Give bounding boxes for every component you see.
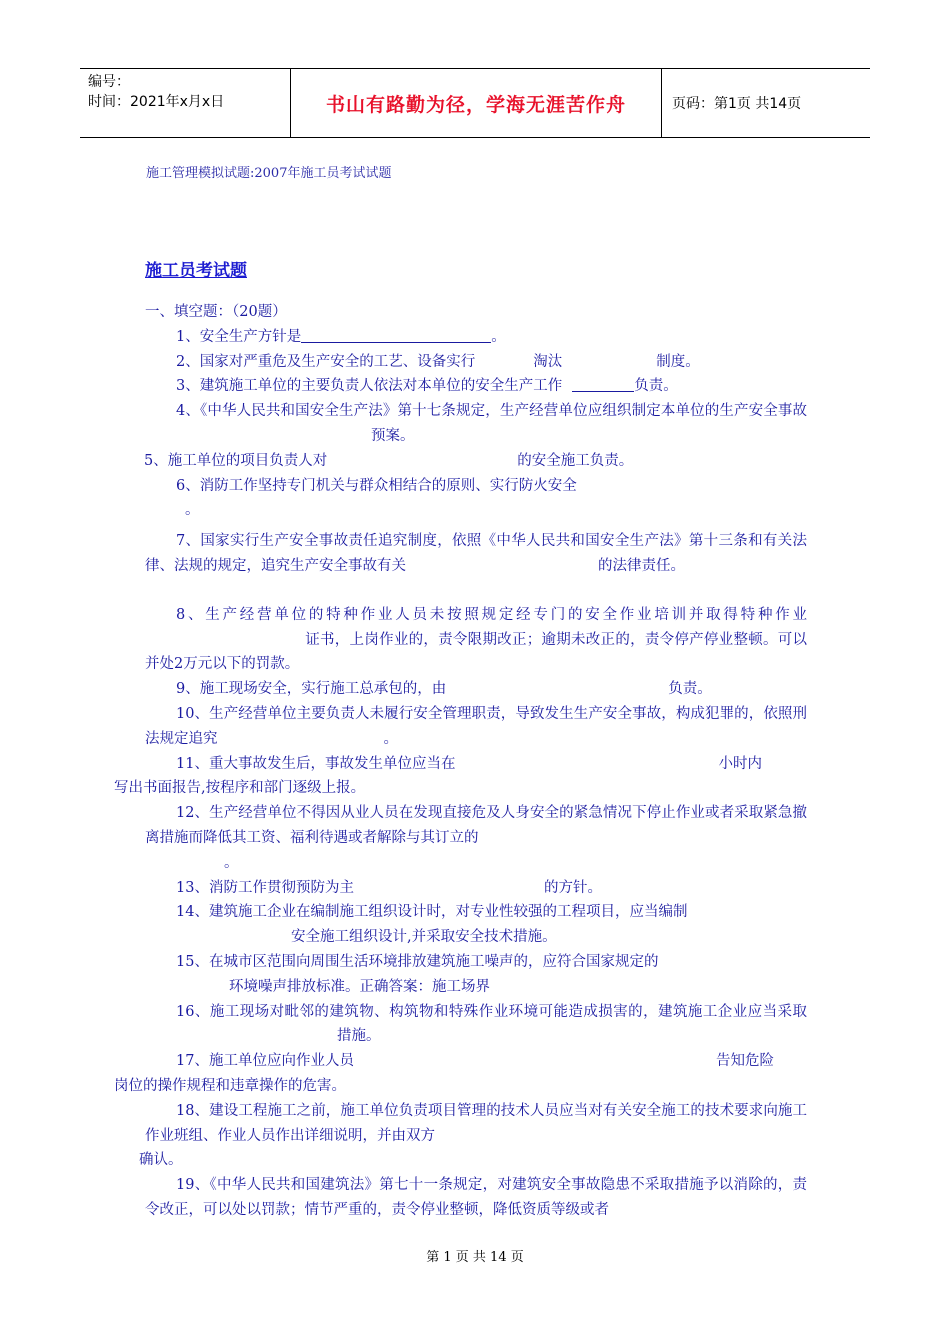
question-11 xyxy=(114,752,807,802)
q8-text: 8、生产经营单位的特种作业人员未按照规定经专门的安全作业培训并取得特种作业 xyxy=(176,606,807,623)
q18-end: 确认。 xyxy=(139,1152,183,1169)
q4-text: 4、《中华人民共和国安全生产法》第十七条规定，生产经营单位应组织制定本单位的生产安全事故 xyxy=(176,403,807,420)
q9-text: 9、施工现场安全，实行施工总承包的，由 xyxy=(176,681,447,698)
q16-text: 16、施工现场对毗邻的建筑物、构筑物和特殊作业环境可能造成损害的，建筑施工企业应当采取 xyxy=(176,1003,807,1020)
page-header xyxy=(80,68,870,138)
question-5 xyxy=(144,449,807,474)
q5-text: 5、施工单位的项目负责人对 xyxy=(144,452,328,469)
q15-end: 环境噪声排放标准。正确答案：施工场界 xyxy=(229,978,490,995)
question-6 xyxy=(145,474,807,524)
q2-end: 制度。 xyxy=(656,353,700,370)
question-2 xyxy=(145,350,807,375)
document-title: 施工员考试题 xyxy=(145,261,247,281)
q12-text: 12、生产经营单位不得因从业人员在发现直接危及人身安全的紧急情况下停止作业或者采取紧急撤离措施而降低其工资、福利待遇或者解除与其订立的 xyxy=(145,805,807,846)
q14-end: 安全施工组织设计,并采取安全技术措施。 xyxy=(291,929,557,946)
q1-end: 。 xyxy=(491,328,506,345)
section-heading: 一、填空题：（20题） xyxy=(145,304,287,320)
q2-text: 2、国家对严重危及生产安全的工艺、设备实行 xyxy=(176,353,476,370)
q14-text: 14、建筑施工企业在编制施工组织设计时，对专业性较强的工程项目，应当编制 xyxy=(176,904,688,921)
q13-end: 的方针。 xyxy=(543,879,602,896)
question-10 xyxy=(145,702,807,752)
question-14 xyxy=(145,900,807,950)
question-17 xyxy=(114,1049,807,1099)
exam-content xyxy=(114,300,807,1223)
header-page-info: 页码：第1页 共14页 xyxy=(672,96,802,112)
q11-hours: 小时内 xyxy=(718,755,762,772)
q16-end: 措施。 xyxy=(337,1028,381,1045)
q15-text: 15、在城市区范围向周围生活环境排放建筑施工噪声的，应符合国家规定的 xyxy=(176,953,659,970)
question-13 xyxy=(145,876,807,901)
question-19 xyxy=(145,1173,807,1223)
code-label: 编号： xyxy=(88,74,130,90)
question-4 xyxy=(145,399,807,449)
question-7 xyxy=(145,529,807,579)
q11-end: 写出书面报告,按程序和部门逐级上报。 xyxy=(114,780,366,797)
q19-text: 19、《中华人民共和国建筑法》第七十一条规定，对建筑安全事故隐患不采取措施予以消除的，责令改正，可以处以罚款；情节严重的，责令停业整顿，降低资质等级或者 xyxy=(145,1177,807,1218)
q3-end: 负责。 xyxy=(634,378,678,395)
question-8 xyxy=(145,603,807,677)
q17-warn: 告知危险 xyxy=(715,1053,774,1070)
q6-end: 。 xyxy=(185,502,200,519)
q12-end: 。 xyxy=(224,854,239,871)
date-label: 时间：2021年x月x日 xyxy=(88,94,225,110)
header-left xyxy=(80,69,290,137)
question-1 xyxy=(145,325,807,350)
page-footer: 第 1 页 共 14 页 xyxy=(426,1250,524,1265)
question-12 xyxy=(145,801,807,875)
q5-end: 的安全施工负责。 xyxy=(517,452,634,469)
q2-answer: 淘汰 xyxy=(533,353,563,370)
q13-text: 13、消防工作贯彻预防为主 xyxy=(176,879,354,896)
q3-text: 3、建筑施工单位的主要负责人依法对本单位的安全生产工作 xyxy=(176,378,563,395)
q10-text: 10、生产经营单位主要负责人未履行安全管理职责，导致发生生产安全事故，构成犯罪的，依照刑法规定追究 xyxy=(145,705,807,747)
q1-text: 1、安全生产方针是 xyxy=(176,328,302,345)
q7-end: 的法律责任。 xyxy=(598,557,685,574)
q4-end: 预案。 xyxy=(371,427,415,444)
q8-end: 证书，上岗作业的，责令限期改正；逾期未改正的，责令停产停业整顿。可以并处2万元以下的罚款。 xyxy=(145,631,807,673)
q10-end: 。 xyxy=(383,730,398,747)
q1-blank xyxy=(301,326,491,343)
q6-text: 6、消防工作坚持专门机关与群众相结合的原则、实行防火安全 xyxy=(176,477,577,494)
header-motto: 书山有路勤为径，学海无涯苦作舟 xyxy=(290,69,662,137)
document-subtitle: 施工管理模拟试题:2007年施工员考试试题 xyxy=(146,166,392,181)
q7-text: 7、国家实行生产安全事故责任追究制度，依照《中华人民共和国安全生产法》第十三条和有关法律、法规的规定，追究生产安全事故有关 xyxy=(145,533,807,574)
question-15 xyxy=(145,950,807,1000)
question-9 xyxy=(145,677,807,702)
q11-text: 11、重大事故发生后，事故发生单位应当在 xyxy=(176,755,456,772)
q17-text: 17、施工单位应向作业人员 xyxy=(176,1053,354,1070)
question-16 xyxy=(145,1000,807,1050)
question-18 xyxy=(139,1099,807,1173)
q18-text: 18、建设工程施工之前，施工单位负责项目管理的技术人员应当对有关安全施工的技术要求向施工作业班组、作业人员作出详细说明，并由双方 xyxy=(145,1102,807,1144)
q3-blank xyxy=(572,375,634,392)
q9-end: 负责。 xyxy=(668,681,712,698)
question-3 xyxy=(145,374,807,399)
q17-end: 岗位的操作规程和违章操作的危害。 xyxy=(114,1077,346,1094)
